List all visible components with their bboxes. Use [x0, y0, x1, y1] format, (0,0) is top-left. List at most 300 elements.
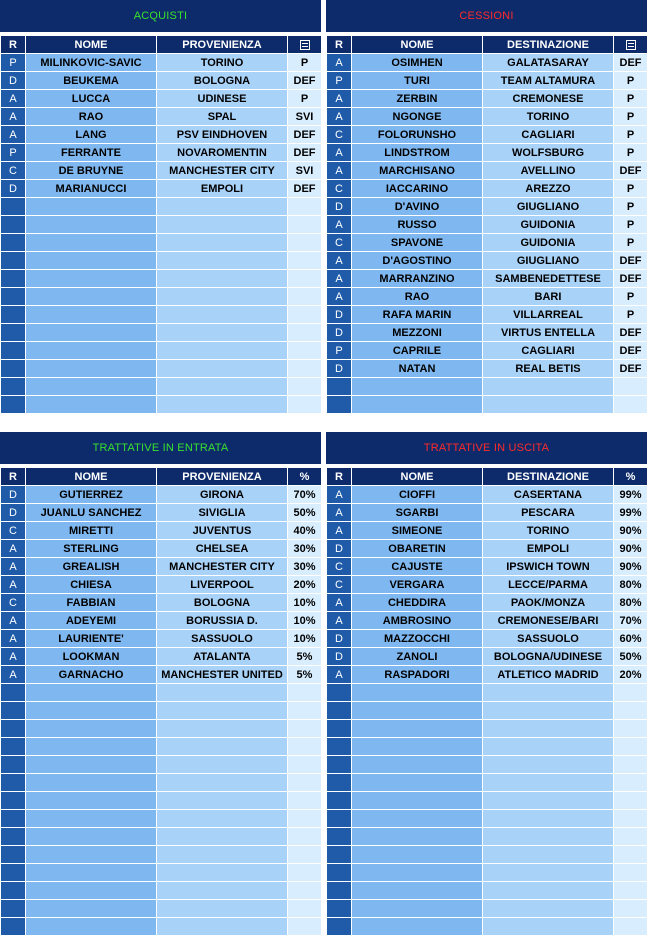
cell-club	[483, 792, 614, 810]
cell-club: BARI	[483, 288, 614, 306]
header-ruolo: R	[1, 468, 26, 486]
cell-nome: NATAN	[352, 360, 483, 378]
cell-nome: STERLING	[26, 540, 157, 558]
cell-nome: SGARBI	[352, 504, 483, 522]
cell-status: P	[614, 144, 648, 162]
cell-status: 90%	[614, 522, 648, 540]
cell-nome: LUCCA	[26, 90, 157, 108]
cell-status	[614, 774, 648, 792]
acquisti-panel	[0, 0, 321, 414]
cell-nome	[26, 756, 157, 774]
cell-ruolo	[327, 378, 352, 396]
cell-nome: DE BRUYNE	[26, 162, 157, 180]
cell-ruolo	[1, 270, 26, 288]
filter-menu-icon[interactable]	[626, 40, 636, 50]
cell-status	[288, 306, 322, 324]
cell-club	[483, 828, 614, 846]
cell-club	[483, 864, 614, 882]
cell-nome	[26, 774, 157, 792]
table-row	[327, 108, 648, 126]
empty-table-row	[327, 882, 648, 900]
cell-nome	[26, 900, 157, 918]
cell-ruolo	[1, 810, 26, 828]
cell-ruolo	[327, 774, 352, 792]
cell-status	[288, 828, 322, 846]
empty-table-row	[1, 684, 322, 702]
cell-ruolo: C	[327, 126, 352, 144]
cell-status: DEF	[614, 252, 648, 270]
cell-nome	[26, 252, 157, 270]
table-row	[1, 108, 322, 126]
cell-club: GUIDONIA	[483, 234, 614, 252]
cell-nome: TURI	[352, 72, 483, 90]
table-row	[327, 630, 648, 648]
cell-status: SVI	[288, 162, 322, 180]
cell-status: 60%	[614, 630, 648, 648]
cell-ruolo	[1, 684, 26, 702]
cell-ruolo: A	[1, 666, 26, 684]
table-row	[327, 324, 648, 342]
cell-nome: D'AVINO	[352, 198, 483, 216]
cell-ruolo: P	[1, 54, 26, 72]
empty-table-row	[1, 324, 322, 342]
cell-status: 10%	[288, 594, 322, 612]
cell-ruolo: C	[327, 180, 352, 198]
empty-table-row	[1, 738, 322, 756]
cell-status: SVI	[288, 108, 322, 126]
cell-nome: MIRETTI	[26, 522, 157, 540]
cell-status	[288, 270, 322, 288]
cell-nome	[26, 918, 157, 936]
empty-table-row	[1, 720, 322, 738]
cell-ruolo	[1, 792, 26, 810]
cell-nome: AMBROSINO	[352, 612, 483, 630]
cell-club	[157, 864, 288, 882]
cell-nome: MARCHISANO	[352, 162, 483, 180]
header-filter-cell[interactable]	[288, 36, 322, 54]
cell-nome	[26, 396, 157, 414]
acquisti-title: ACQUISTI	[0, 0, 321, 32]
cell-club	[483, 378, 614, 396]
cell-nome: VERGARA	[352, 576, 483, 594]
cell-ruolo	[1, 756, 26, 774]
cell-ruolo	[1, 864, 26, 882]
cell-nome: CIOFFI	[352, 486, 483, 504]
cell-ruolo: D	[327, 324, 352, 342]
cell-club: GIUGLIANO	[483, 198, 614, 216]
cell-nome	[352, 378, 483, 396]
cell-status: 90%	[614, 540, 648, 558]
cell-status	[614, 756, 648, 774]
cell-ruolo	[1, 774, 26, 792]
empty-table-row	[1, 918, 322, 936]
cell-status	[614, 792, 648, 810]
cell-club	[157, 810, 288, 828]
cell-club: BOLOGNA/UDINESE	[483, 648, 614, 666]
cell-status	[288, 198, 322, 216]
cell-club	[157, 918, 288, 936]
cell-ruolo: A	[327, 522, 352, 540]
cell-nome	[26, 792, 157, 810]
cell-status	[614, 864, 648, 882]
cessioni-panel	[326, 0, 647, 414]
empty-table-row	[327, 918, 648, 936]
cell-status: 50%	[614, 648, 648, 666]
cell-status: DEF	[614, 54, 648, 72]
cell-status	[614, 684, 648, 702]
cell-nome	[352, 810, 483, 828]
cell-status	[288, 738, 322, 756]
empty-table-row	[327, 810, 648, 828]
cell-ruolo: A	[327, 144, 352, 162]
cell-club	[157, 882, 288, 900]
cell-ruolo	[327, 684, 352, 702]
cell-club: CASERTANA	[483, 486, 614, 504]
cell-nome: FOLORUNSHO	[352, 126, 483, 144]
cell-ruolo: A	[1, 558, 26, 576]
cell-ruolo	[1, 882, 26, 900]
table-row	[1, 504, 322, 522]
cell-nome: OSIMHEN	[352, 54, 483, 72]
cell-club: CREMONESE/BARI	[483, 612, 614, 630]
cell-ruolo	[1, 252, 26, 270]
cell-status	[614, 720, 648, 738]
cell-ruolo: D	[1, 180, 26, 198]
cell-club	[157, 306, 288, 324]
cell-nome	[26, 216, 157, 234]
cell-club: BOLOGNA	[157, 594, 288, 612]
acquisti-table	[0, 35, 322, 414]
cell-ruolo: P	[327, 342, 352, 360]
cell-ruolo	[327, 720, 352, 738]
cell-club: GUIDONIA	[483, 216, 614, 234]
cell-ruolo	[1, 324, 26, 342]
cell-status	[288, 684, 322, 702]
cell-nome: BEUKEMA	[26, 72, 157, 90]
cell-status: 10%	[288, 612, 322, 630]
cell-ruolo	[1, 828, 26, 846]
empty-table-row	[327, 756, 648, 774]
empty-table-row	[327, 396, 648, 414]
cell-club	[483, 882, 614, 900]
cell-status: DEF	[288, 126, 322, 144]
table-row	[1, 576, 322, 594]
table-row	[1, 666, 322, 684]
cell-nome: MAZZOCCHI	[352, 630, 483, 648]
table-row	[1, 126, 322, 144]
cell-club	[157, 738, 288, 756]
cell-ruolo	[1, 198, 26, 216]
cell-status: P	[614, 306, 648, 324]
cell-status: P	[288, 90, 322, 108]
cell-club: TEAM ALTAMURA	[483, 72, 614, 90]
cell-club: WOLFSBURG	[483, 144, 614, 162]
cell-club	[157, 774, 288, 792]
header-ruolo: R	[327, 36, 352, 54]
cell-club: TORINO	[483, 108, 614, 126]
cell-nome: ADEYEMI	[26, 612, 157, 630]
cell-nome	[352, 900, 483, 918]
cell-nome: CHEDDIRA	[352, 594, 483, 612]
cell-club	[483, 702, 614, 720]
cell-club: GIRONA	[157, 486, 288, 504]
cell-club: GIUGLIANO	[483, 252, 614, 270]
cell-club: MANCHESTER CITY	[157, 162, 288, 180]
cell-ruolo: A	[327, 54, 352, 72]
cell-nome: MARIANUCCI	[26, 180, 157, 198]
cell-club: JUVENTUS	[157, 522, 288, 540]
table-row	[1, 558, 322, 576]
cell-club	[157, 288, 288, 306]
cell-status	[288, 234, 322, 252]
cell-nome	[26, 378, 157, 396]
cell-ruolo: A	[327, 594, 352, 612]
cell-nome	[26, 846, 157, 864]
cell-status	[288, 378, 322, 396]
cell-status	[288, 900, 322, 918]
cell-status	[288, 396, 322, 414]
cell-nome: LAURIENTE'	[26, 630, 157, 648]
cell-status: DEF	[614, 270, 648, 288]
table-row	[1, 486, 322, 504]
header-percentuale: %	[288, 468, 322, 486]
cell-ruolo: C	[327, 558, 352, 576]
cell-status: 10%	[288, 630, 322, 648]
cell-club: CREMONESE	[483, 90, 614, 108]
cell-nome: D'AGOSTINO	[352, 252, 483, 270]
cell-ruolo	[1, 216, 26, 234]
cell-status: P	[614, 288, 648, 306]
cell-status: 50%	[288, 504, 322, 522]
cell-status: 90%	[614, 558, 648, 576]
cell-nome: MEZZONI	[352, 324, 483, 342]
cell-club	[157, 900, 288, 918]
cell-ruolo: D	[327, 540, 352, 558]
cell-status: P	[614, 216, 648, 234]
cell-nome: CHIESA	[26, 576, 157, 594]
cell-status: 5%	[288, 648, 322, 666]
trattative-uscita-header-row	[327, 468, 648, 486]
cell-club: LECCE/PARMA	[483, 576, 614, 594]
table-row	[327, 126, 648, 144]
cell-status: DEF	[614, 324, 648, 342]
empty-table-row	[327, 846, 648, 864]
cell-ruolo	[1, 702, 26, 720]
table-row	[1, 630, 322, 648]
cell-club: CAGLIARI	[483, 126, 614, 144]
header-nome: NOME	[352, 36, 483, 54]
cell-ruolo: D	[327, 198, 352, 216]
empty-table-row	[1, 810, 322, 828]
empty-table-row	[1, 756, 322, 774]
cell-nome	[352, 684, 483, 702]
cell-club: PSV EINDHOVEN	[157, 126, 288, 144]
cell-nome	[26, 702, 157, 720]
cell-nome	[26, 738, 157, 756]
empty-table-row	[1, 774, 322, 792]
header-destinazione: DESTINAZIONE	[483, 468, 614, 486]
cell-ruolo	[327, 918, 352, 936]
empty-table-row	[1, 846, 322, 864]
trattative-entrata-header-row	[1, 468, 322, 486]
cell-ruolo: A	[1, 648, 26, 666]
cell-ruolo: A	[1, 630, 26, 648]
cell-club	[157, 342, 288, 360]
cell-club: VILLARREAL	[483, 306, 614, 324]
cell-club	[483, 918, 614, 936]
cell-status	[288, 918, 322, 936]
cell-ruolo	[327, 396, 352, 414]
cell-club	[157, 720, 288, 738]
cell-status	[614, 900, 648, 918]
empty-table-row	[1, 288, 322, 306]
cell-ruolo: C	[327, 234, 352, 252]
table-row	[327, 180, 648, 198]
cell-status: DEF	[288, 180, 322, 198]
cell-club	[483, 738, 614, 756]
cell-ruolo	[1, 396, 26, 414]
cell-club: CAGLIARI	[483, 342, 614, 360]
cell-ruolo	[327, 810, 352, 828]
cell-ruolo	[327, 792, 352, 810]
header-ruolo: R	[327, 468, 352, 486]
cell-club	[483, 684, 614, 702]
empty-table-row	[327, 900, 648, 918]
cell-nome: IACCARINO	[352, 180, 483, 198]
cell-status	[614, 810, 648, 828]
cell-ruolo	[327, 864, 352, 882]
cell-ruolo: C	[1, 594, 26, 612]
cell-ruolo: P	[1, 144, 26, 162]
cell-ruolo: A	[1, 612, 26, 630]
cell-ruolo: A	[327, 252, 352, 270]
cell-club	[157, 702, 288, 720]
cell-club: MANCHESTER UNITED	[157, 666, 288, 684]
cell-club: SAMBENEDETTESE	[483, 270, 614, 288]
cell-nome: NGONGE	[352, 108, 483, 126]
cell-status	[288, 756, 322, 774]
cell-ruolo	[327, 900, 352, 918]
cell-nome	[26, 882, 157, 900]
cell-club	[157, 378, 288, 396]
cell-club: BORUSSIA D.	[157, 612, 288, 630]
cell-nome: LANG	[26, 126, 157, 144]
empty-table-row	[1, 252, 322, 270]
cell-club: SPAL	[157, 108, 288, 126]
cell-club: LIVERPOOL	[157, 576, 288, 594]
cell-status	[288, 792, 322, 810]
cell-nome: LINDSTROM	[352, 144, 483, 162]
table-row	[327, 234, 648, 252]
table-row	[327, 612, 648, 630]
cell-nome: FABBIAN	[26, 594, 157, 612]
trattative-uscita-title: TRATTATIVE IN USCITA	[326, 432, 647, 464]
cell-ruolo: A	[327, 270, 352, 288]
cell-ruolo: D	[1, 72, 26, 90]
filter-menu-icon[interactable]	[300, 40, 310, 50]
cell-nome	[26, 288, 157, 306]
cell-status: 80%	[614, 594, 648, 612]
cell-nome	[352, 828, 483, 846]
table-row	[1, 72, 322, 90]
cessioni-header-row	[327, 36, 648, 54]
cell-club: MANCHESTER CITY	[157, 558, 288, 576]
cell-ruolo: D	[327, 306, 352, 324]
cell-ruolo	[1, 738, 26, 756]
cell-nome	[26, 198, 157, 216]
cell-ruolo: A	[327, 504, 352, 522]
cell-status	[614, 918, 648, 936]
cell-nome	[26, 828, 157, 846]
table-row	[327, 90, 648, 108]
cell-nome: SIMEONE	[352, 522, 483, 540]
table-row	[327, 486, 648, 504]
cell-nome: ZANOLI	[352, 648, 483, 666]
cell-status: 99%	[614, 504, 648, 522]
table-row	[327, 270, 648, 288]
cell-club	[157, 270, 288, 288]
cell-status: P	[614, 198, 648, 216]
table-row	[327, 144, 648, 162]
cell-club: UDINESE	[157, 90, 288, 108]
cell-club	[157, 828, 288, 846]
cell-club: ATALANTA	[157, 648, 288, 666]
table-row	[327, 306, 648, 324]
cell-nome	[352, 738, 483, 756]
cell-status: 30%	[288, 540, 322, 558]
cell-nome	[352, 702, 483, 720]
cell-ruolo: D	[1, 486, 26, 504]
cell-club	[157, 198, 288, 216]
empty-table-row	[1, 360, 322, 378]
table-row	[327, 522, 648, 540]
cell-club: ATLETICO MADRID	[483, 666, 614, 684]
cell-ruolo: D	[327, 648, 352, 666]
cell-ruolo: D	[1, 504, 26, 522]
cell-status: 70%	[614, 612, 648, 630]
empty-table-row	[1, 378, 322, 396]
cell-club	[483, 756, 614, 774]
cell-ruolo: A	[1, 540, 26, 558]
cell-status: P	[614, 108, 648, 126]
header-filter-cell[interactable]	[614, 36, 648, 54]
cell-club	[157, 792, 288, 810]
cell-ruolo: C	[1, 522, 26, 540]
trattative-entrata-panel	[0, 432, 321, 936]
cell-status: P	[288, 54, 322, 72]
cell-ruolo	[327, 846, 352, 864]
cell-ruolo	[327, 702, 352, 720]
cell-club	[157, 216, 288, 234]
cell-club	[483, 900, 614, 918]
table-row	[1, 90, 322, 108]
cessioni-title: CESSIONI	[326, 0, 647, 32]
cell-nome: RAFA MARIN	[352, 306, 483, 324]
cell-club: AVELLINO	[483, 162, 614, 180]
cell-nome: SPAVONE	[352, 234, 483, 252]
empty-table-row	[1, 198, 322, 216]
cell-nome: MARRANZINO	[352, 270, 483, 288]
cell-ruolo	[1, 918, 26, 936]
table-row	[1, 522, 322, 540]
cell-nome: OBARETIN	[352, 540, 483, 558]
empty-table-row	[1, 270, 322, 288]
cell-nome: MILINKOVIC-SAVIC	[26, 54, 157, 72]
empty-table-row	[1, 900, 322, 918]
cell-nome: JUANLU SANCHEZ	[26, 504, 157, 522]
table-row	[1, 540, 322, 558]
trattative-uscita-panel	[326, 432, 647, 936]
